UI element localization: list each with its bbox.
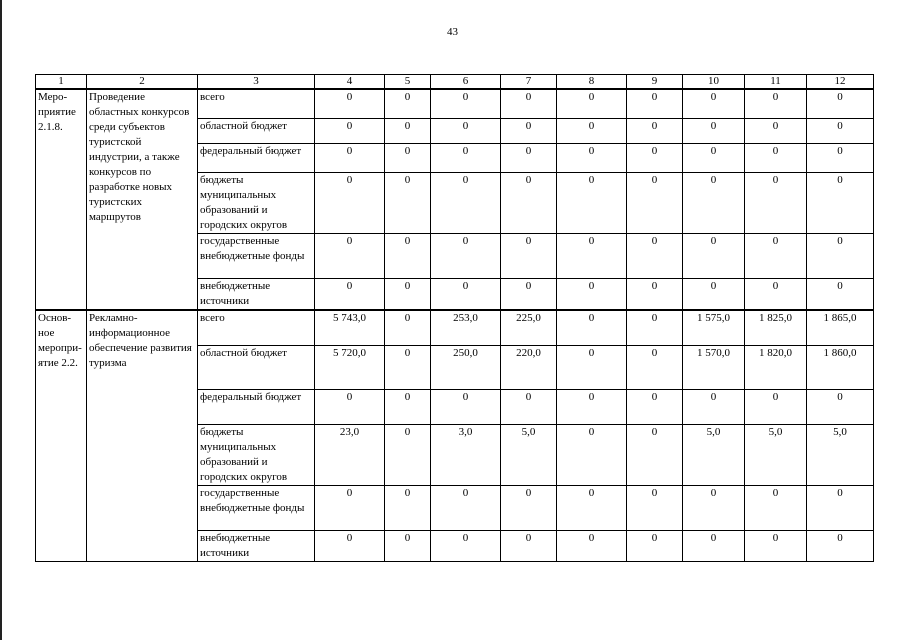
value-cell: 0 <box>501 486 557 531</box>
table-row <box>36 89 874 118</box>
value-cell: 0 <box>683 233 745 278</box>
value-cell: 5,0 <box>683 425 745 486</box>
value-cell: 0 <box>807 486 874 531</box>
activity-title: Рекламно-информационное обеспечение развития туризма <box>87 310 198 562</box>
value-cell: 0 <box>501 233 557 278</box>
column-header: 11 <box>745 75 807 90</box>
funding-source: государственные внебюджетные фонды <box>198 486 315 531</box>
value-cell: 0 <box>315 89 385 118</box>
value-cell: 0 <box>315 486 385 531</box>
table-row <box>36 310 874 346</box>
value-cell: 0 <box>745 486 807 531</box>
value-cell: 0 <box>807 531 874 562</box>
value-cell: 0 <box>557 89 627 118</box>
value-cell: 0 <box>683 531 745 562</box>
budget-table <box>35 74 874 562</box>
value-cell: 0 <box>385 390 431 425</box>
value-cell: 0 <box>501 118 557 143</box>
value-cell: 0 <box>557 172 627 233</box>
table-body <box>36 89 874 562</box>
value-cell: 0 <box>557 143 627 172</box>
value-cell: 0 <box>315 172 385 233</box>
column-header: 2 <box>87 75 198 90</box>
value-cell: 0 <box>745 390 807 425</box>
value-cell: 0 <box>385 143 431 172</box>
value-cell: 0 <box>385 118 431 143</box>
value-cell: 0 <box>557 531 627 562</box>
column-header: 4 <box>315 75 385 90</box>
value-cell: 0 <box>745 143 807 172</box>
value-cell: 225,0 <box>501 310 557 346</box>
value-cell: 0 <box>627 278 683 310</box>
value-cell: 0 <box>807 143 874 172</box>
value-cell: 0 <box>431 486 501 531</box>
value-cell: 1 575,0 <box>683 310 745 346</box>
value-cell: 0 <box>431 89 501 118</box>
value-cell: 0 <box>807 278 874 310</box>
value-cell: 0 <box>501 89 557 118</box>
value-cell: 0 <box>557 233 627 278</box>
value-cell: 0 <box>501 172 557 233</box>
value-cell: 0 <box>683 118 745 143</box>
value-cell: 0 <box>557 390 627 425</box>
value-cell: 0 <box>683 278 745 310</box>
page-number: 43 <box>447 26 458 38</box>
value-cell: 0 <box>807 172 874 233</box>
value-cell: 0 <box>315 278 385 310</box>
value-cell: 1 825,0 <box>745 310 807 346</box>
column-header: 9 <box>627 75 683 90</box>
column-header: 10 <box>683 75 745 90</box>
value-cell: 0 <box>557 278 627 310</box>
value-cell: 0 <box>627 425 683 486</box>
value-cell: 0 <box>627 531 683 562</box>
value-cell: 1 860,0 <box>807 346 874 390</box>
value-cell: 1 820,0 <box>745 346 807 390</box>
value-cell: 0 <box>627 346 683 390</box>
value-cell: 0 <box>385 89 431 118</box>
value-cell: 0 <box>385 172 431 233</box>
value-cell: 0 <box>627 118 683 143</box>
value-cell: 0 <box>315 143 385 172</box>
funding-source: бюджеты муниципальных образований и городских округов <box>198 172 315 233</box>
value-cell: 0 <box>557 486 627 531</box>
value-cell: 250,0 <box>431 346 501 390</box>
value-cell: 0 <box>431 278 501 310</box>
funding-source: внебюджетные источники <box>198 531 315 562</box>
value-cell: 5 720,0 <box>315 346 385 390</box>
funding-source: бюджеты муниципальных образований и городских округов <box>198 425 315 486</box>
value-cell: 0 <box>385 310 431 346</box>
funding-source: всего <box>198 310 315 346</box>
value-cell: 0 <box>501 143 557 172</box>
value-cell: 0 <box>745 278 807 310</box>
value-cell: 253,0 <box>431 310 501 346</box>
value-cell: 0 <box>431 531 501 562</box>
value-cell: 0 <box>431 118 501 143</box>
column-header: 12 <box>807 75 874 90</box>
value-cell: 0 <box>315 118 385 143</box>
value-cell: 0 <box>683 143 745 172</box>
column-header: 5 <box>385 75 431 90</box>
value-cell: 23,0 <box>315 425 385 486</box>
value-cell: 0 <box>745 233 807 278</box>
header-row <box>36 75 874 90</box>
column-header: 1 <box>36 75 87 90</box>
value-cell: 0 <box>627 172 683 233</box>
value-cell: 5,0 <box>745 425 807 486</box>
value-cell: 0 <box>557 425 627 486</box>
funding-source: государственные внебюджетные фонды <box>198 233 315 278</box>
value-cell: 0 <box>431 172 501 233</box>
activity-code: Меро-приятие 2.1.8. <box>36 89 87 310</box>
value-cell: 0 <box>315 233 385 278</box>
value-cell: 0 <box>745 531 807 562</box>
funding-source: внебюджетные источники <box>198 278 315 310</box>
page-edge <box>0 0 2 640</box>
value-cell: 0 <box>431 143 501 172</box>
value-cell: 0 <box>315 531 385 562</box>
value-cell: 1 570,0 <box>683 346 745 390</box>
funding-source: всего <box>198 89 315 118</box>
value-cell: 0 <box>807 390 874 425</box>
funding-source: областной бюджет <box>198 118 315 143</box>
activity-title: Проведение областных конкурсов среди субъектов туристской индустрии, а также конкурсов по разработке новых туристских маршрутов <box>87 89 198 310</box>
value-cell: 1 865,0 <box>807 310 874 346</box>
column-header: 3 <box>198 75 315 90</box>
value-cell: 0 <box>431 390 501 425</box>
value-cell: 0 <box>683 89 745 118</box>
funding-source: федеральный бюджет <box>198 143 315 172</box>
funding-source: областной бюджет <box>198 346 315 390</box>
value-cell: 5,0 <box>807 425 874 486</box>
value-cell: 0 <box>385 486 431 531</box>
value-cell: 0 <box>557 118 627 143</box>
value-cell: 0 <box>557 310 627 346</box>
value-cell: 0 <box>627 310 683 346</box>
funding-source: федеральный бюджет <box>198 390 315 425</box>
value-cell: 0 <box>557 346 627 390</box>
column-header: 6 <box>431 75 501 90</box>
value-cell: 0 <box>807 118 874 143</box>
value-cell: 0 <box>385 531 431 562</box>
value-cell: 0 <box>315 390 385 425</box>
value-cell: 0 <box>683 172 745 233</box>
value-cell: 0 <box>627 89 683 118</box>
value-cell: 0 <box>683 486 745 531</box>
value-cell: 0 <box>385 233 431 278</box>
value-cell: 0 <box>627 390 683 425</box>
value-cell: 0 <box>501 531 557 562</box>
value-cell: 0 <box>745 89 807 118</box>
value-cell: 0 <box>683 390 745 425</box>
column-header: 8 <box>557 75 627 90</box>
value-cell: 0 <box>807 233 874 278</box>
value-cell: 0 <box>431 233 501 278</box>
value-cell: 0 <box>501 278 557 310</box>
column-header: 7 <box>501 75 557 90</box>
value-cell: 0 <box>627 143 683 172</box>
value-cell: 0 <box>627 233 683 278</box>
value-cell: 0 <box>501 390 557 425</box>
value-cell: 0 <box>385 346 431 390</box>
value-cell: 0 <box>385 278 431 310</box>
value-cell: 0 <box>745 118 807 143</box>
value-cell: 3,0 <box>431 425 501 486</box>
value-cell: 5,0 <box>501 425 557 486</box>
value-cell: 0 <box>745 172 807 233</box>
value-cell: 0 <box>385 425 431 486</box>
value-cell: 0 <box>807 89 874 118</box>
value-cell: 220,0 <box>501 346 557 390</box>
activity-code: Основ-ное меропри-ятие 2.2. <box>36 310 87 562</box>
value-cell: 5 743,0 <box>315 310 385 346</box>
value-cell: 0 <box>627 486 683 531</box>
